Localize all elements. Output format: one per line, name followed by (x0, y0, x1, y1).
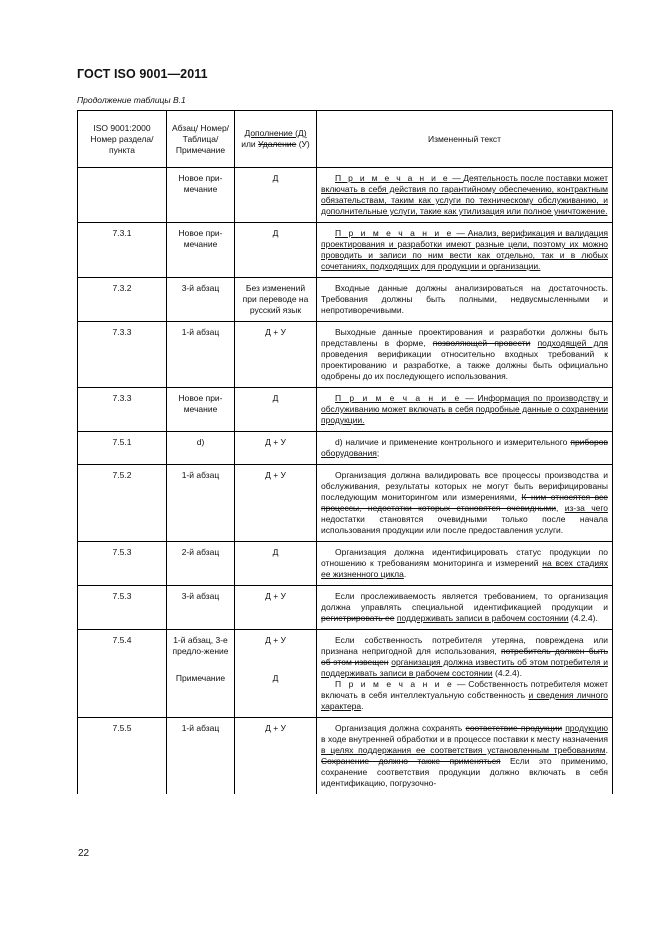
cell-paragraph: 1-й абзац (167, 465, 235, 542)
type-value: Д (272, 673, 279, 683)
cell-text (317, 432, 613, 465)
cell-type: Д (235, 388, 317, 432)
text-added: оборудования (321, 448, 377, 458)
header-text: Измененный текст (317, 111, 613, 168)
text-fragment (530, 338, 537, 348)
header-deletion-label: Удаление (258, 139, 297, 149)
text-fragment: — (453, 228, 468, 238)
text-fragment: ; (376, 448, 380, 458)
text-fragment: , (556, 503, 565, 513)
table-row (78, 278, 613, 322)
note-label: П р и м е ч а н и е (335, 679, 455, 689)
changes-table (77, 110, 613, 794)
cell-text (317, 322, 613, 388)
type-value: Д + У (265, 635, 286, 645)
table-row (78, 542, 613, 586)
text-fragment: . (361, 701, 364, 711)
note-label: П р и м е ч а н и е (335, 228, 454, 238)
cell-text (317, 465, 613, 542)
text-fragment: — Собственность потребителя может включать в себя интеллектуальную собственность (321, 679, 608, 700)
text-deleted: К ним относятся все процессы, недостатки которых становятся очевидными (321, 492, 609, 513)
cell-section: 7.5.5 (78, 718, 167, 795)
text-added: продукцию (565, 723, 608, 733)
cell-text (317, 223, 613, 278)
cell-paragraph: 1-й абзац (167, 322, 235, 388)
text-fragment: d) наличие и применение контрольного и измерительного (335, 437, 571, 447)
table-row (78, 432, 613, 465)
text-fragment: Организация должна идентифицировать статус продукции по отношению к требованиям мониторинга и измерений (321, 547, 608, 568)
cell-type: Д + У (235, 586, 317, 630)
cell-paragraph (167, 630, 235, 718)
note-label: П р и м е ч а н и е (335, 393, 462, 403)
cell-text (317, 542, 613, 586)
text-added: и сведения личного характера (321, 690, 608, 711)
text-fragment: (4.2.4). (568, 613, 598, 623)
text-fragment: Если собственность потребителя утеряна, повреждена или признана непригодной для использования, (321, 635, 608, 656)
cell-type: Без изменений при переводе на русский язык (235, 278, 317, 322)
text-fragment: Выходные данные проектирования и разработки должны быть представлены в форме, (321, 327, 608, 348)
cell-paragraph: 3-й абзац (167, 278, 235, 322)
header-paragraph: Абзац/ Номер/ Таблица/ Примечание (167, 111, 235, 168)
cell-text (317, 586, 613, 630)
cell-type (235, 630, 317, 718)
text-fragment: Если прослеживаемость является требованием, то организация должна управлять специальной идентификацией продукции и (321, 591, 608, 612)
text-added: из-за чего (564, 503, 608, 513)
cell-section: 7.3.2 (78, 278, 167, 322)
text-deleted: соответствие продукции (465, 723, 563, 733)
header-addition-label: Дополнение (Д) (244, 128, 307, 138)
text-added: Анализ, верификация и валидация проектирования и разработки имеют разные цели, поэтому их можно проводить и записи по ним вести как отдельно, так и в любых сочетаниях, подходящих для продукции и организации. (321, 228, 609, 271)
cell-paragraph: d) (167, 432, 235, 465)
text-fragment: Организация должна валидировать все процессы производства и обслуживания, результаты которых не могут быть верифицированы последующим мониторингом или измерениями, (321, 470, 608, 502)
text-fragment: — (461, 393, 478, 403)
table-row (78, 465, 613, 542)
text-fragment: Организация должна сохранять (335, 723, 466, 733)
cell-paragraph: Новое при-мечание (167, 388, 235, 432)
cell-paragraph: Новое при-мечание (167, 223, 235, 278)
text-fragment: — (449, 173, 464, 183)
cell-paragraph: Новое при-мечание (167, 168, 235, 223)
table-caption: Продолжение таблицы В.1 (77, 95, 186, 105)
cell-section: 7.5.4 (78, 630, 167, 718)
table-row (78, 168, 613, 223)
text-fragment: в ходе внутренней обработки и в процессе поставки к месту назначения (321, 734, 608, 744)
header-deletion-code: (У) (296, 139, 310, 149)
cell-text (317, 718, 613, 795)
cell-type: Д + У (235, 718, 317, 795)
text-added: Информация по производству и обслуживанию может включать в себя подробные данные о сохранении продукции. (321, 393, 608, 425)
cell-section: 7.5.2 (78, 465, 167, 542)
cell-type: Д (235, 223, 317, 278)
cell-section: 7.3.3 (78, 388, 167, 432)
text-added: подходящей для (537, 338, 608, 348)
cell-type: Д + У (235, 322, 317, 388)
cell-text (317, 630, 613, 718)
text-fragment: . (403, 569, 407, 579)
cell-section: 7.5.3 (78, 542, 167, 586)
cell-section: 7.5.1 (78, 432, 167, 465)
table-row (78, 223, 613, 278)
text-fragment: недостатки становятся очевидными только после начала использования продукции или после предоставления услуги. (321, 514, 608, 535)
document-title: ГОСТ ISO 9001—2011 (77, 67, 208, 81)
cell-paragraph: 1-й абзац (167, 718, 235, 795)
table-row (78, 718, 613, 795)
header-section: ISO 9001:2000 Номер раздела/ пункта (78, 111, 167, 168)
cell-section: 7.5.3 (78, 586, 167, 630)
text-fragment: (4.2.4). (492, 668, 522, 678)
header-change-type (235, 111, 317, 168)
text-deleted: позволяющей провести (432, 338, 531, 348)
page-number: 22 (78, 848, 90, 859)
text-added: организация должна известить об этом потребителя и поддерживать записи в рабочем состоянии (321, 657, 608, 678)
text-added: Деятельность после поставки может включать в себя действия по гарантийному обеспечению, контрактным обязательствам, таким как услуги по техническому обслуживанию, и дополнительные услуги, такие как утилизация или полное уничтожение. (321, 173, 608, 216)
cell-text (317, 168, 613, 223)
text-added: поддерживать записи в рабочем состоянии (396, 613, 569, 623)
cell-type: Д (235, 542, 317, 586)
table-row (78, 630, 613, 718)
cell-type: Д + У (235, 465, 317, 542)
text-fragment: Входные данные должны анализироваться на достаточность. Требования должны быть полными, недвусмысленными и непротиворечивыми. (321, 283, 608, 315)
cell-section (78, 168, 167, 223)
table-row (78, 322, 613, 388)
text-fragment: . (605, 745, 608, 755)
table-header-row (78, 111, 613, 168)
table-row (78, 586, 613, 630)
cell-paragraph: 3-й абзац (167, 586, 235, 630)
text-added: на всех стадиях ее жизненного цикла (321, 558, 608, 579)
text-deleted: Сохранение должно также применяться (321, 756, 501, 766)
cell-text (317, 388, 613, 432)
header-or: или (241, 139, 259, 149)
text-added: в целях поддержания ее соответствия установленным требованиям (321, 745, 606, 755)
text-deleted: регистрировать ее (321, 613, 395, 623)
table-row (78, 388, 613, 432)
cell-section: 7.3.1 (78, 223, 167, 278)
text-fragment: Если это применимо, сохранение соответствия продукции должно включать в себя идентификацию, погрузочно- (321, 756, 608, 788)
cell-section: 7.3.3 (78, 322, 167, 388)
note-label: П р и м е ч а н и е (335, 173, 450, 183)
paragraph-ref: 1-й абзац, 3-е предло-жение (172, 635, 229, 656)
cell-paragraph: 2-й абзац (167, 542, 235, 586)
text-deleted: приборов (570, 437, 608, 447)
paragraph-ref: Примечание (175, 673, 226, 683)
text-fragment: проведения верификации относительно входных требований к проектированию и разработке, а также должны быть официально одобрены до их последующего использования. (321, 349, 608, 381)
cell-text (317, 278, 613, 322)
cell-type: Д + У (235, 432, 317, 465)
text-deleted: потребитель должен быть об этом извещен (321, 646, 609, 667)
cell-type: Д (235, 168, 317, 223)
